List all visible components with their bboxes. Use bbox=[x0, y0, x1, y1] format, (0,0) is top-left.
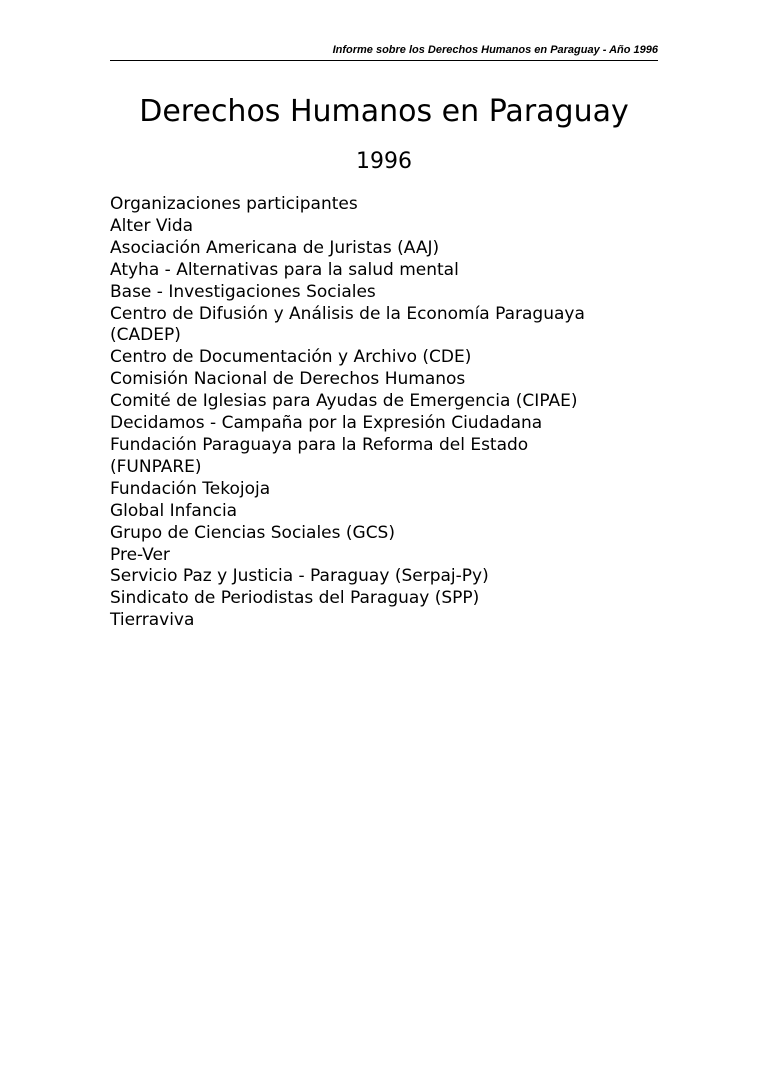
organization-item: Sindicato de Periodistas del Paraguay (SPP) bbox=[110, 588, 480, 609]
organization-item: Global Infancia bbox=[110, 500, 238, 521]
organization-item: (CADEP) bbox=[110, 325, 181, 346]
organization-item: Pre-Ver bbox=[110, 544, 170, 565]
organization-item: Centro de Documentación y Archivo (CDE) bbox=[110, 347, 472, 368]
header-divider bbox=[110, 60, 658, 61]
organization-item: (FUNPARE) bbox=[110, 456, 202, 477]
organization-item: Atyha - Alternativas para la salud mental bbox=[110, 259, 459, 280]
organization-item: Fundación Paraguaya para la Reforma del Estado bbox=[110, 434, 529, 455]
organization-item: Decidamos - Campaña por la Expresión Ciudadana bbox=[110, 413, 543, 434]
organization-item: Comisión Nacional de Derechos Humanos bbox=[110, 369, 466, 390]
document-year: 1996 bbox=[356, 149, 412, 174]
organization-item: Fundación Tekojoja bbox=[110, 478, 271, 499]
document-title: Derechos Humanos en Paraguay bbox=[139, 94, 629, 129]
section-heading: Organizaciones participantes bbox=[110, 194, 358, 214]
organization-item: Grupo de Ciencias Sociales (GCS) bbox=[110, 522, 395, 543]
organization-item: Tierraviva bbox=[110, 610, 195, 631]
organization-item: Base - Investigaciones Sociales bbox=[110, 281, 376, 302]
organization-item: Asociación Americana de Juristas (AAJ) bbox=[110, 237, 440, 258]
organization-item: Servicio Paz y Justicia - Paraguay (Serpaj-Py) bbox=[110, 566, 489, 587]
running-header: Informe sobre los Derechos Humanos en Paraguay - Año 1996 bbox=[332, 44, 658, 56]
organizations-list bbox=[110, 194, 658, 632]
organization-item: Centro de Difusión y Análisis de la Economía Paraguaya bbox=[110, 303, 585, 324]
organization-item: Alter Vida bbox=[110, 215, 194, 236]
organization-item: Comité de Iglesias para Ayudas de Emergencia (CIPAE) bbox=[110, 391, 578, 412]
